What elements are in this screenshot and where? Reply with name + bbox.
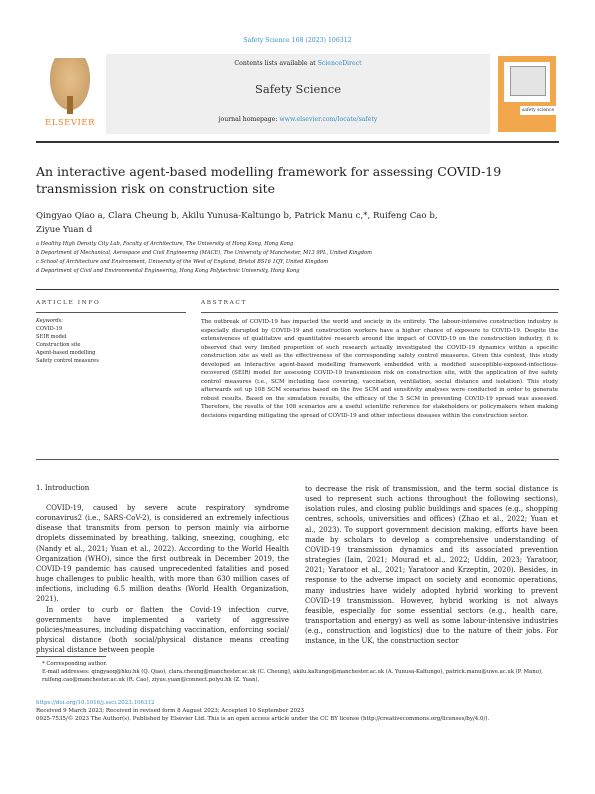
cover-illustration (510, 66, 546, 96)
intro-paragraph-1: COVID-19, caused by severe acute respiratory syndrome coronavirus2 (i.e., SARS-CoV-2), is considered an extremely infectious disease that transmits from person to person mainly via airborne droplets disseminated by breathing, talking, sneezing, coughing, etc (Nandy et al., 2021; Yuan et al., 2022). According to the World Health Organization (WHO), since the first outbreak in December 2019, the COVID-19 pandemic has caused unprecedented fatalities and posed huge challenges to public health, with more than 630 million cases of infections, including 6.5 million deaths (World Health Organization, 2021). (36, 504, 289, 604)
abstract-label: ABSTRACT (201, 300, 247, 306)
homepage-label: journal homepage: (218, 116, 278, 123)
doi-link[interactable]: https://doi.org/10.1016/j.ssci.2023.106312 (36, 700, 155, 706)
keyword-item: Safety control measures (36, 357, 99, 364)
intro-paragraph-3: to decrease the risk of transmission, and the term social distance is used to represent such actions throughout the following sections), isolation rules, and closing public buildings and spaces (e.g., shopping centres, schools, universities and offices) (Zhao et al., 2022; Yuan et al., 2023). To support government decision making, efforts have been made by scholars to develop a comprehensive understanding of COVID-19 transmission dynamics and its associated prevention strategies (Iain, 2021; Mourad et al., 2022; Uddin, 2023; Yaratoor, 2021; Yaratoor et al., 2021; Yaratoor and Krzeptin, 2020). Besides, in response to the adverse impact on society and economic operations, many industries have widely adopted hybrid working to prevent COVID-19 transmission. However, hybrid working is not always feasible, especially for some essential sectors (e.g., health care, transportation and energy) as well as some labour-intensive industries (e.g., construction and logistics) due to the nature of their jobs. For instance, in the UK, the construction sector (305, 485, 558, 646)
intro-paragraph-2: In order to curb or flatten the Covid-19 infection curve, governments have implemented a variety of aggressive policies/measures, including dispatching vaccination, enforcing social/ physical distance (both social/physical distance means creating physical distance between people (36, 605, 289, 655)
keywords-label: Keywords: (36, 318, 64, 324)
keyword-item: Construction site (36, 341, 81, 348)
journal-banner (106, 54, 490, 134)
affiliation-d: d Department of Civil and Environmental Engineering, Hong Kong Polytechnic University, Hong Kong (36, 268, 300, 274)
sciencedirect-link[interactable]: ScienceDirect (317, 60, 362, 67)
abstract-text: The outbreak of COVID-19 has impacted the world and society in its entirety. The labour-intensive construction industry is especially disrupted by COVID-19 and construction workers have a higher chance of exposure to COVID-19. Despite the extensiveness of qualitative and quantitative research around the impact of COVID-19 on the construction industry, it is observed that very limited proportion of such research actually investigated the COVID-19 dynamics within a specific construction site as well as the effectiveness of the corresponding safety control measures. Given this context, this study developed an interactive agent-based modelling framework embedded with a modified susceptible-exposed-infectious-recovered (SEIR) model for assessing COVID-19 transmission risk on construction site, with the application of five safety control measures (i.e., SCM including face covering, vaccination, ventilation, social distance and isolation). This study afterwards set up 108 SCM scenarios based on the five SCM and sensitivity analyses were conducted in order to generate robust results. Based on the simulation results, the efficacy of the 5 SCM in preventing COVID-19 spread was assessed. Therefore, the results of the 108 scenarios are a useful scientific reference for stakeholders or policymakers when making decisions regarding mitigating the spread of COVID-19 and other infectious diseases within the construction sector. (201, 319, 558, 420)
keywords-block (36, 318, 99, 365)
journal-header (36, 54, 559, 134)
affiliation-b: b Department of Mechanical, Aerospace and Civil Engineering (MACE), The University of Manchester, M13 9PL, United Kingdom (36, 250, 372, 256)
affiliation-a: a Healthy High Density City Lab, Faculty of Architecture, The University of Hong Kong, Hong Kong (36, 241, 294, 247)
cover-image (504, 62, 550, 102)
article-title: An interactive agent-based modelling framework for assessing COVID-19 transmission risk on construction site (36, 164, 502, 196)
corresponding-author-note: * Corresponding author. (42, 661, 107, 667)
article-info-rule (36, 312, 186, 313)
journal-reference[interactable]: Safety Science 168 (2023) 106312 (243, 37, 352, 44)
left-column (36, 503, 289, 655)
authors-line-1[interactable]: Qingyao Qiao a, Clara Cheung b, Akilu Yunusa-Kaltungo b, Patrick Manu c,*, Ruifeng Cao b, (36, 211, 438, 221)
affiliation-c: c School of Architecture and Environment, University of the West of England, Bristol BS16 1QY, United Kingdom (36, 259, 329, 265)
homepage-link[interactable]: www.elsevier.com/locate/safety (279, 116, 378, 123)
homepage-line (106, 116, 490, 123)
authors-line-2[interactable]: Ziyue Yuan d (36, 225, 93, 235)
received-dates: Received 9 March 2023; Received in revised form 8 August 2023; Accepted 10 September 2023 (36, 707, 305, 714)
abstract-end-rule (36, 459, 559, 460)
keyword-item: SEIR model (36, 333, 67, 340)
tree-trunk-icon (67, 96, 73, 114)
keyword-item: COVID-19 (36, 325, 63, 332)
contents-label: Contents lists available at (234, 60, 316, 67)
publisher-name: ELSEVIER (45, 118, 95, 128)
header-rule (36, 141, 559, 143)
journal-title: Safety Science (254, 82, 342, 96)
contents-line (106, 60, 490, 67)
footnotes (36, 661, 559, 684)
article-footer (36, 700, 576, 723)
journal-cover (498, 56, 556, 132)
abstract-rule (201, 312, 558, 313)
license-statement[interactable]: 0925-7535/© 2023 The Author(s). Published by Elsevier Ltd. This is an open access article under the CC BY license (http://creativecommons.org/licenses/by/4.0/). (36, 715, 490, 722)
article-info-label: ARTICLE INFO (36, 300, 101, 306)
keyword-item: Agent-based modelling (36, 349, 96, 356)
footnote-rule (36, 656, 106, 657)
right-column (305, 484, 558, 647)
cover-title: safety science (520, 106, 558, 115)
email-addresses[interactable]: E-mail addresses: qingyaoq@hku.hk (Q. Qiao), clara.cheung@manchester.ac.uk (C. Cheung), akilu.kaltungo@manchester.ac.uk (A. Yunusa-Kaltungo), patrick.manu@uwe.ac.uk (P. Manu), ruifeng.cao@manchester.ac.uk (R. Cao), ziyue.yuan@connect.polyu.hk (Z. Yuan). (42, 668, 543, 683)
author-list (36, 209, 559, 237)
affiliation-rule (36, 289, 559, 290)
elsevier-logo (38, 58, 100, 126)
section-heading: 1. Introduction (36, 484, 90, 492)
